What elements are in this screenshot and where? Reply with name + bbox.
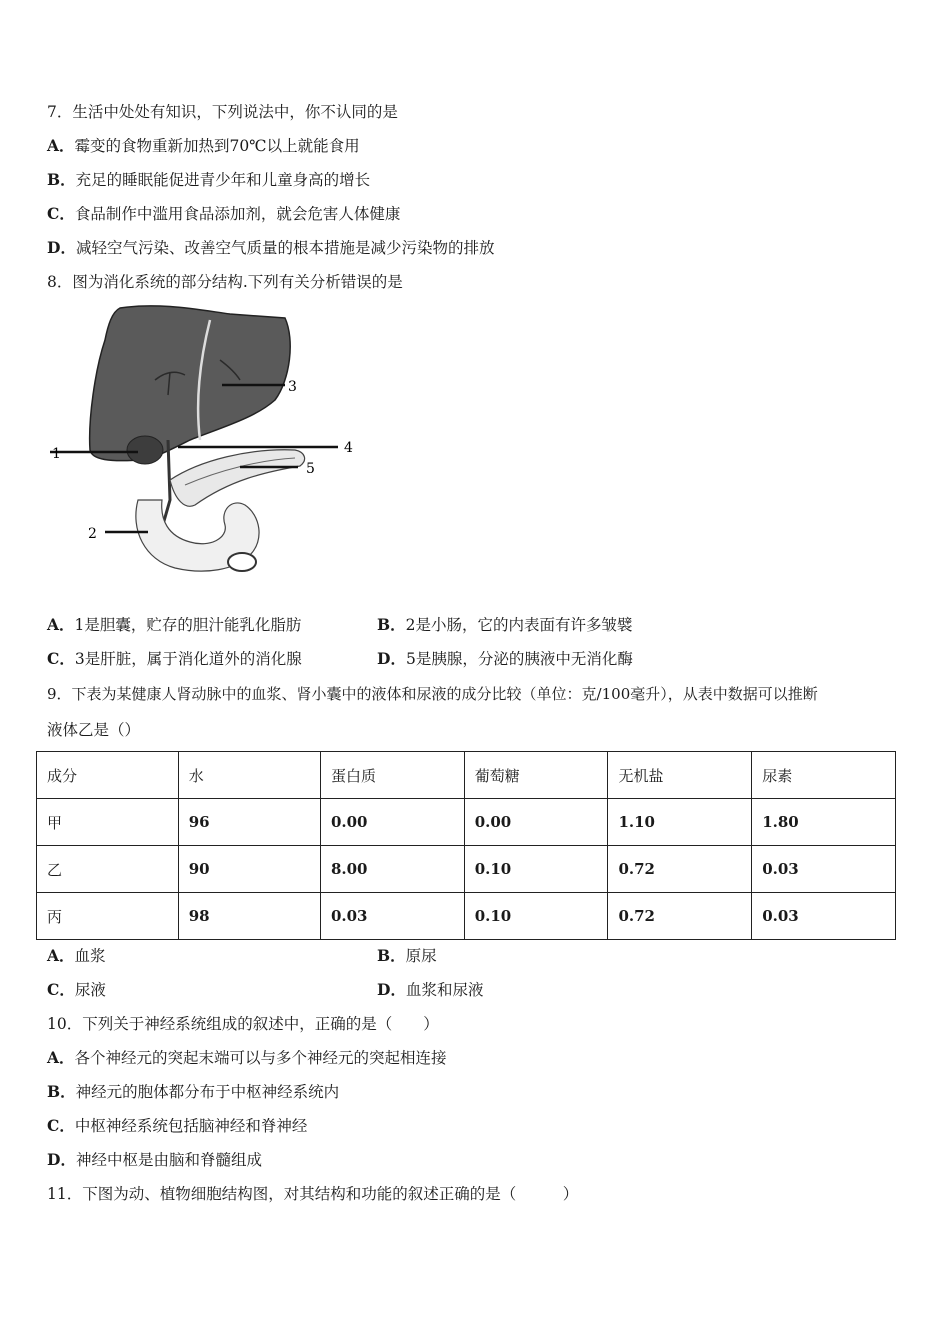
q9-option-b: [377, 946, 437, 966]
q9-stem-line2: 液体乙是（）: [47, 721, 141, 739]
figure-label-5: 5: [306, 461, 315, 477]
option-text: 2是小肠，它的内表面有许多皱襞: [405, 616, 633, 634]
q9-data-table: [36, 751, 896, 940]
option-text: 食品制作中滥用食品添加剂，就会危害人体健康: [74, 205, 401, 223]
q9-option-a: [47, 946, 106, 966]
option-letter: B．: [377, 615, 406, 634]
option-text: 血浆: [74, 947, 106, 965]
option-text: 原尿: [405, 947, 437, 965]
q7-stem: 7．生活中处处有知识，下列说法中，你不认同的是: [47, 103, 398, 121]
table-cell: 0.72: [608, 846, 752, 893]
q8-option-c: [47, 649, 302, 669]
q9-option-d: [377, 980, 483, 1000]
option-letter: A．: [47, 615, 75, 634]
table-cell: 乙: [37, 846, 179, 893]
option-text: 霉变的食物重新加热到70℃以上就能食用: [74, 137, 360, 155]
q10-option-d: [47, 1150, 262, 1170]
table-cell: 0.03: [752, 846, 896, 893]
q8-option-d: [377, 649, 633, 669]
option-text: 各个神经元的突起末端可以与多个神经元的突起相连接: [74, 1049, 447, 1067]
option-text: 充足的睡眠能促进青少年和儿童身高的增长: [75, 171, 371, 189]
q10-stem: 10．下列关于神经系统组成的叙述中，正确的是（ ）: [47, 1015, 439, 1033]
q11-stem: 11．下图为动、植物细胞结构图，对其结构和功能的叙述正确的是（ ）: [47, 1185, 579, 1203]
option-letter: C．: [47, 1116, 75, 1135]
q7-option-b: [47, 170, 370, 190]
figure-label-2: 2: [88, 526, 97, 542]
q10-option-a: [47, 1048, 447, 1068]
option-text: 减轻空气污染、改善空气质量的根本措施是减少污染物的排放: [75, 239, 495, 257]
table-header-cell: 成分: [37, 752, 179, 799]
table-cell: 0.00: [464, 799, 608, 846]
option-text: 5是胰腺，分泌的胰液中无消化酶: [405, 650, 633, 668]
q9-stem-line1: 9．下表为某健康人肾动脉中的血浆、肾小囊中的液体和尿液的成分比较（单位：克/100毫升），从表中数据可以推断: [47, 685, 818, 703]
table-cell: 1.80: [752, 799, 896, 846]
option-letter: B．: [47, 170, 76, 189]
table-cell: 0.72: [608, 893, 752, 940]
table-header-row: [37, 752, 896, 799]
option-text: 3是肝脏，属于消化道外的消化腺: [74, 650, 302, 668]
option-letter: B．: [377, 946, 406, 965]
table-header-cell: 尿素: [752, 752, 896, 799]
table-row: [37, 893, 896, 940]
option-letter: C．: [47, 649, 75, 668]
option-letter: D．: [377, 980, 406, 999]
option-text: 中枢神经系统包括脑神经和脊神经: [74, 1117, 308, 1135]
figure-label-4: 4: [344, 440, 353, 456]
pancreas-shape: [170, 450, 305, 506]
option-letter: B．: [47, 1082, 76, 1101]
table-cell: 1.10: [608, 799, 752, 846]
option-letter: D．: [377, 649, 406, 668]
q7-option-c: [47, 204, 400, 224]
option-text: 神经中枢是由脑和脊髓组成: [75, 1151, 262, 1169]
table-header-cell: 蛋白质: [320, 752, 464, 799]
table-header-cell: 无机盐: [608, 752, 752, 799]
table-cell: 0.10: [464, 893, 608, 940]
q9-option-c: [47, 980, 106, 1000]
option-letter: A．: [47, 1048, 75, 1067]
table-cell: 0.00: [320, 799, 464, 846]
figure-label-3: 3: [288, 379, 297, 395]
table-cell: 96: [178, 799, 320, 846]
table-cell: 丙: [37, 893, 179, 940]
table-cell: 90: [178, 846, 320, 893]
option-text: 1是胆囊，贮存的胆汁能乳化脂肪: [74, 616, 302, 634]
table-cell: 0.03: [320, 893, 464, 940]
q8-option-a: [47, 615, 301, 635]
table-row: [37, 846, 896, 893]
gallbladder-shape: [127, 436, 163, 464]
table-cell: 甲: [37, 799, 179, 846]
option-letter: D．: [47, 1150, 76, 1169]
option-text: 神经元的胞体都分布于中枢神经系统内: [75, 1083, 340, 1101]
option-text: 血浆和尿液: [405, 981, 484, 999]
table-cell: 8.00: [320, 846, 464, 893]
digestive-system-figure: [50, 300, 370, 585]
q10-option-c: [47, 1116, 307, 1136]
table-cell: 0.10: [464, 846, 608, 893]
table-header-cell: 葡萄糖: [464, 752, 608, 799]
option-letter: A．: [47, 946, 75, 965]
q10-option-b: [47, 1082, 339, 1102]
liver-shape: [90, 306, 291, 461]
table-cell: 0.03: [752, 893, 896, 940]
q8-option-b: [377, 615, 632, 635]
option-letter: D．: [47, 238, 76, 257]
q7-option-d: [47, 238, 494, 258]
table-cell: 98: [178, 893, 320, 940]
table-header-cell: 水: [178, 752, 320, 799]
option-letter: C．: [47, 204, 75, 223]
option-text: 尿液: [74, 981, 106, 999]
q7-option-a: [47, 136, 360, 156]
table-row: [37, 799, 896, 846]
option-letter: C．: [47, 980, 75, 999]
option-letter: A．: [47, 136, 75, 155]
figure-label-1: 1: [52, 446, 61, 462]
q8-stem: 8．图为消化系统的部分结构.下列有关分析错误的是: [47, 273, 403, 291]
